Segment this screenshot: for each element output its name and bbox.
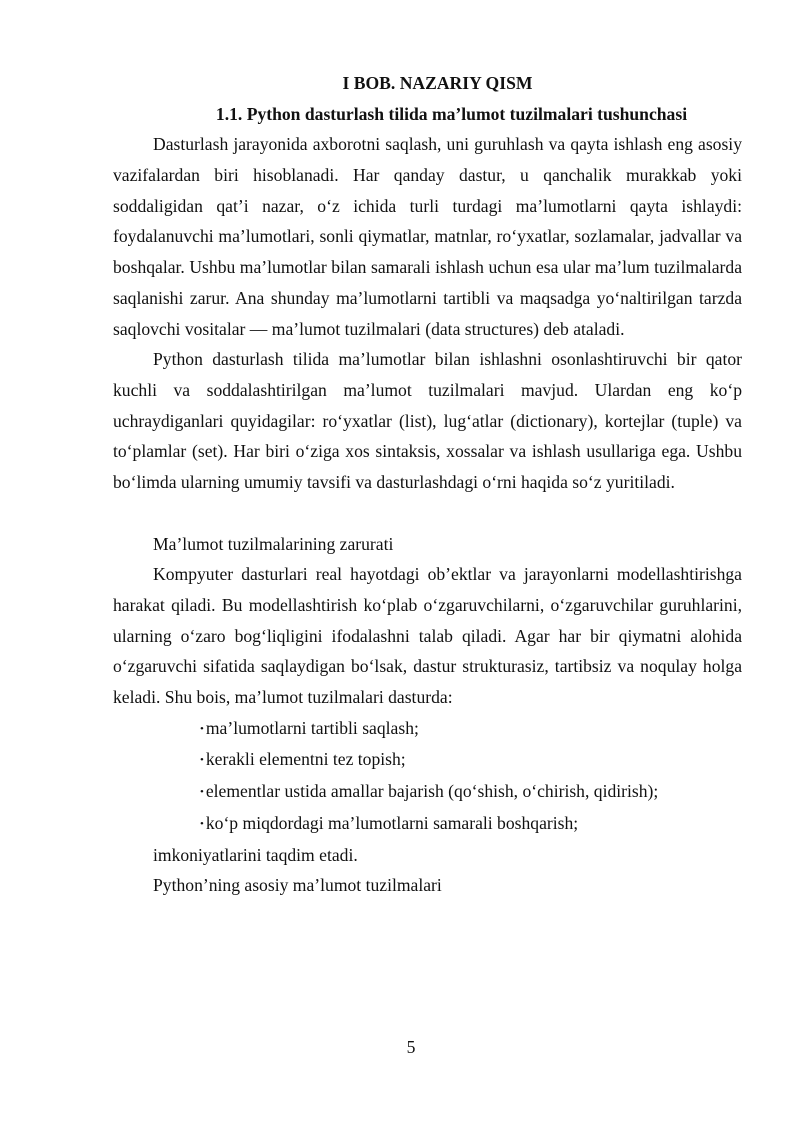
list-item-text: ko‘p miqdordagi ma’lumotlarni samarali boshqarish;	[205, 812, 579, 833]
bullet-icon: •	[200, 817, 204, 830]
bullet-list	[113, 713, 742, 840]
paragraph-need: Kompyuter dasturlari real hayotdagi ob’ektlar va jarayonlarni modellashtirishga harakat qiladi. Bu modellashtirish ko‘plab o‘zgaruvchilarni, o‘zgaruvchilar guruhlarini, ularning o‘zaro bog‘liqligini ifodalashni talab qiladi. Agar har bir qiymatni alohida o‘zgaruvchi sifatida saqlaydigan bo‘lsak, dastur strukturasiz, tartibsiz va noqulay holga keladi. Shu bois, ma’lumot tuzilmalari dasturda:	[113, 564, 742, 708]
bullet-icon: •	[200, 722, 204, 735]
list-item	[200, 744, 742, 776]
subheading-need: Ma’lumot tuzilmalarining zarurati	[153, 533, 394, 554]
document-page	[113, 68, 742, 901]
paragraph-python-structures: Python dasturlash tilida ma’lumotlar bilan ishlashni osonlashtiruvchi bir qator kuchli va soddalashtirilgan ma’lumot tuzilmalari mavjud. Ulardan eng ko‘p uchraydiganlari quyidagilar: ro‘yxatlar (list), lug‘atlar (dictionary), kortejlar (tuple) va to‘plamlar (set). Har biri o‘ziga xos sintaksis, xossalar va ishlash usullariga ega. Ushbu bo‘limda ularning umumiy tavsifi va dasturlashdagi o‘rni haqida so‘z yuritiladi.	[113, 349, 742, 493]
subheading-python: Python’ning asosiy ma’lumot tuzilmalari	[153, 875, 442, 896]
page-number: 5	[406, 1037, 416, 1057]
list-item	[200, 713, 742, 745]
blank-line	[113, 498, 742, 529]
paragraph-intro: Dasturlash jarayonida axborotni saqlash, uni guruhlash va qayta ishlash eng asosiy vazifalardan biri hisoblanadi. Har qanday dastur, u qanchalik murakkab yoki soddaligidan qat’i nazar, o‘z ichida turli turdagi ma’lumotlarni qayta ishlaydi: foydalanuvchi ma’lumotlari, sonli qiymatlar, matnlar, ro‘yxatlar, sozlamalar, jadvallar va boshqalar. Ushbu ma’lumotlar bilan samarali ishlash uchun esa ular ma’lum tuzilmalarda saqlanishi zarur. Ana shunday ma’lumotlarni tartibli va maqsadga yo‘naltirilgan tarzda saqlovchi vositalar — ma’lumot tuzilmalari (data structures) deb ataladi.	[113, 134, 742, 339]
list-item-text: elementlar ustida amallar bajarish (qo‘shish, o‘chirish, qidirish);	[205, 781, 659, 802]
list-item-text: kerakli elementni tez topish;	[205, 749, 406, 770]
bullet-icon: •	[200, 754, 204, 767]
list-item-text: ma’lumotlarni tartibli saqlash;	[205, 717, 419, 738]
list-item	[200, 808, 742, 840]
bullet-icon: •	[200, 786, 204, 799]
closing-line: imkoniyatlarini taqdim etadi.	[153, 844, 358, 865]
chapter-title: I BOB. NAZARIY QISM	[342, 73, 533, 93]
list-item	[200, 776, 742, 808]
section-title: 1.1. Python dasturlash tilida ma’lumot tuzilmalari tushunchasi	[215, 103, 688, 124]
